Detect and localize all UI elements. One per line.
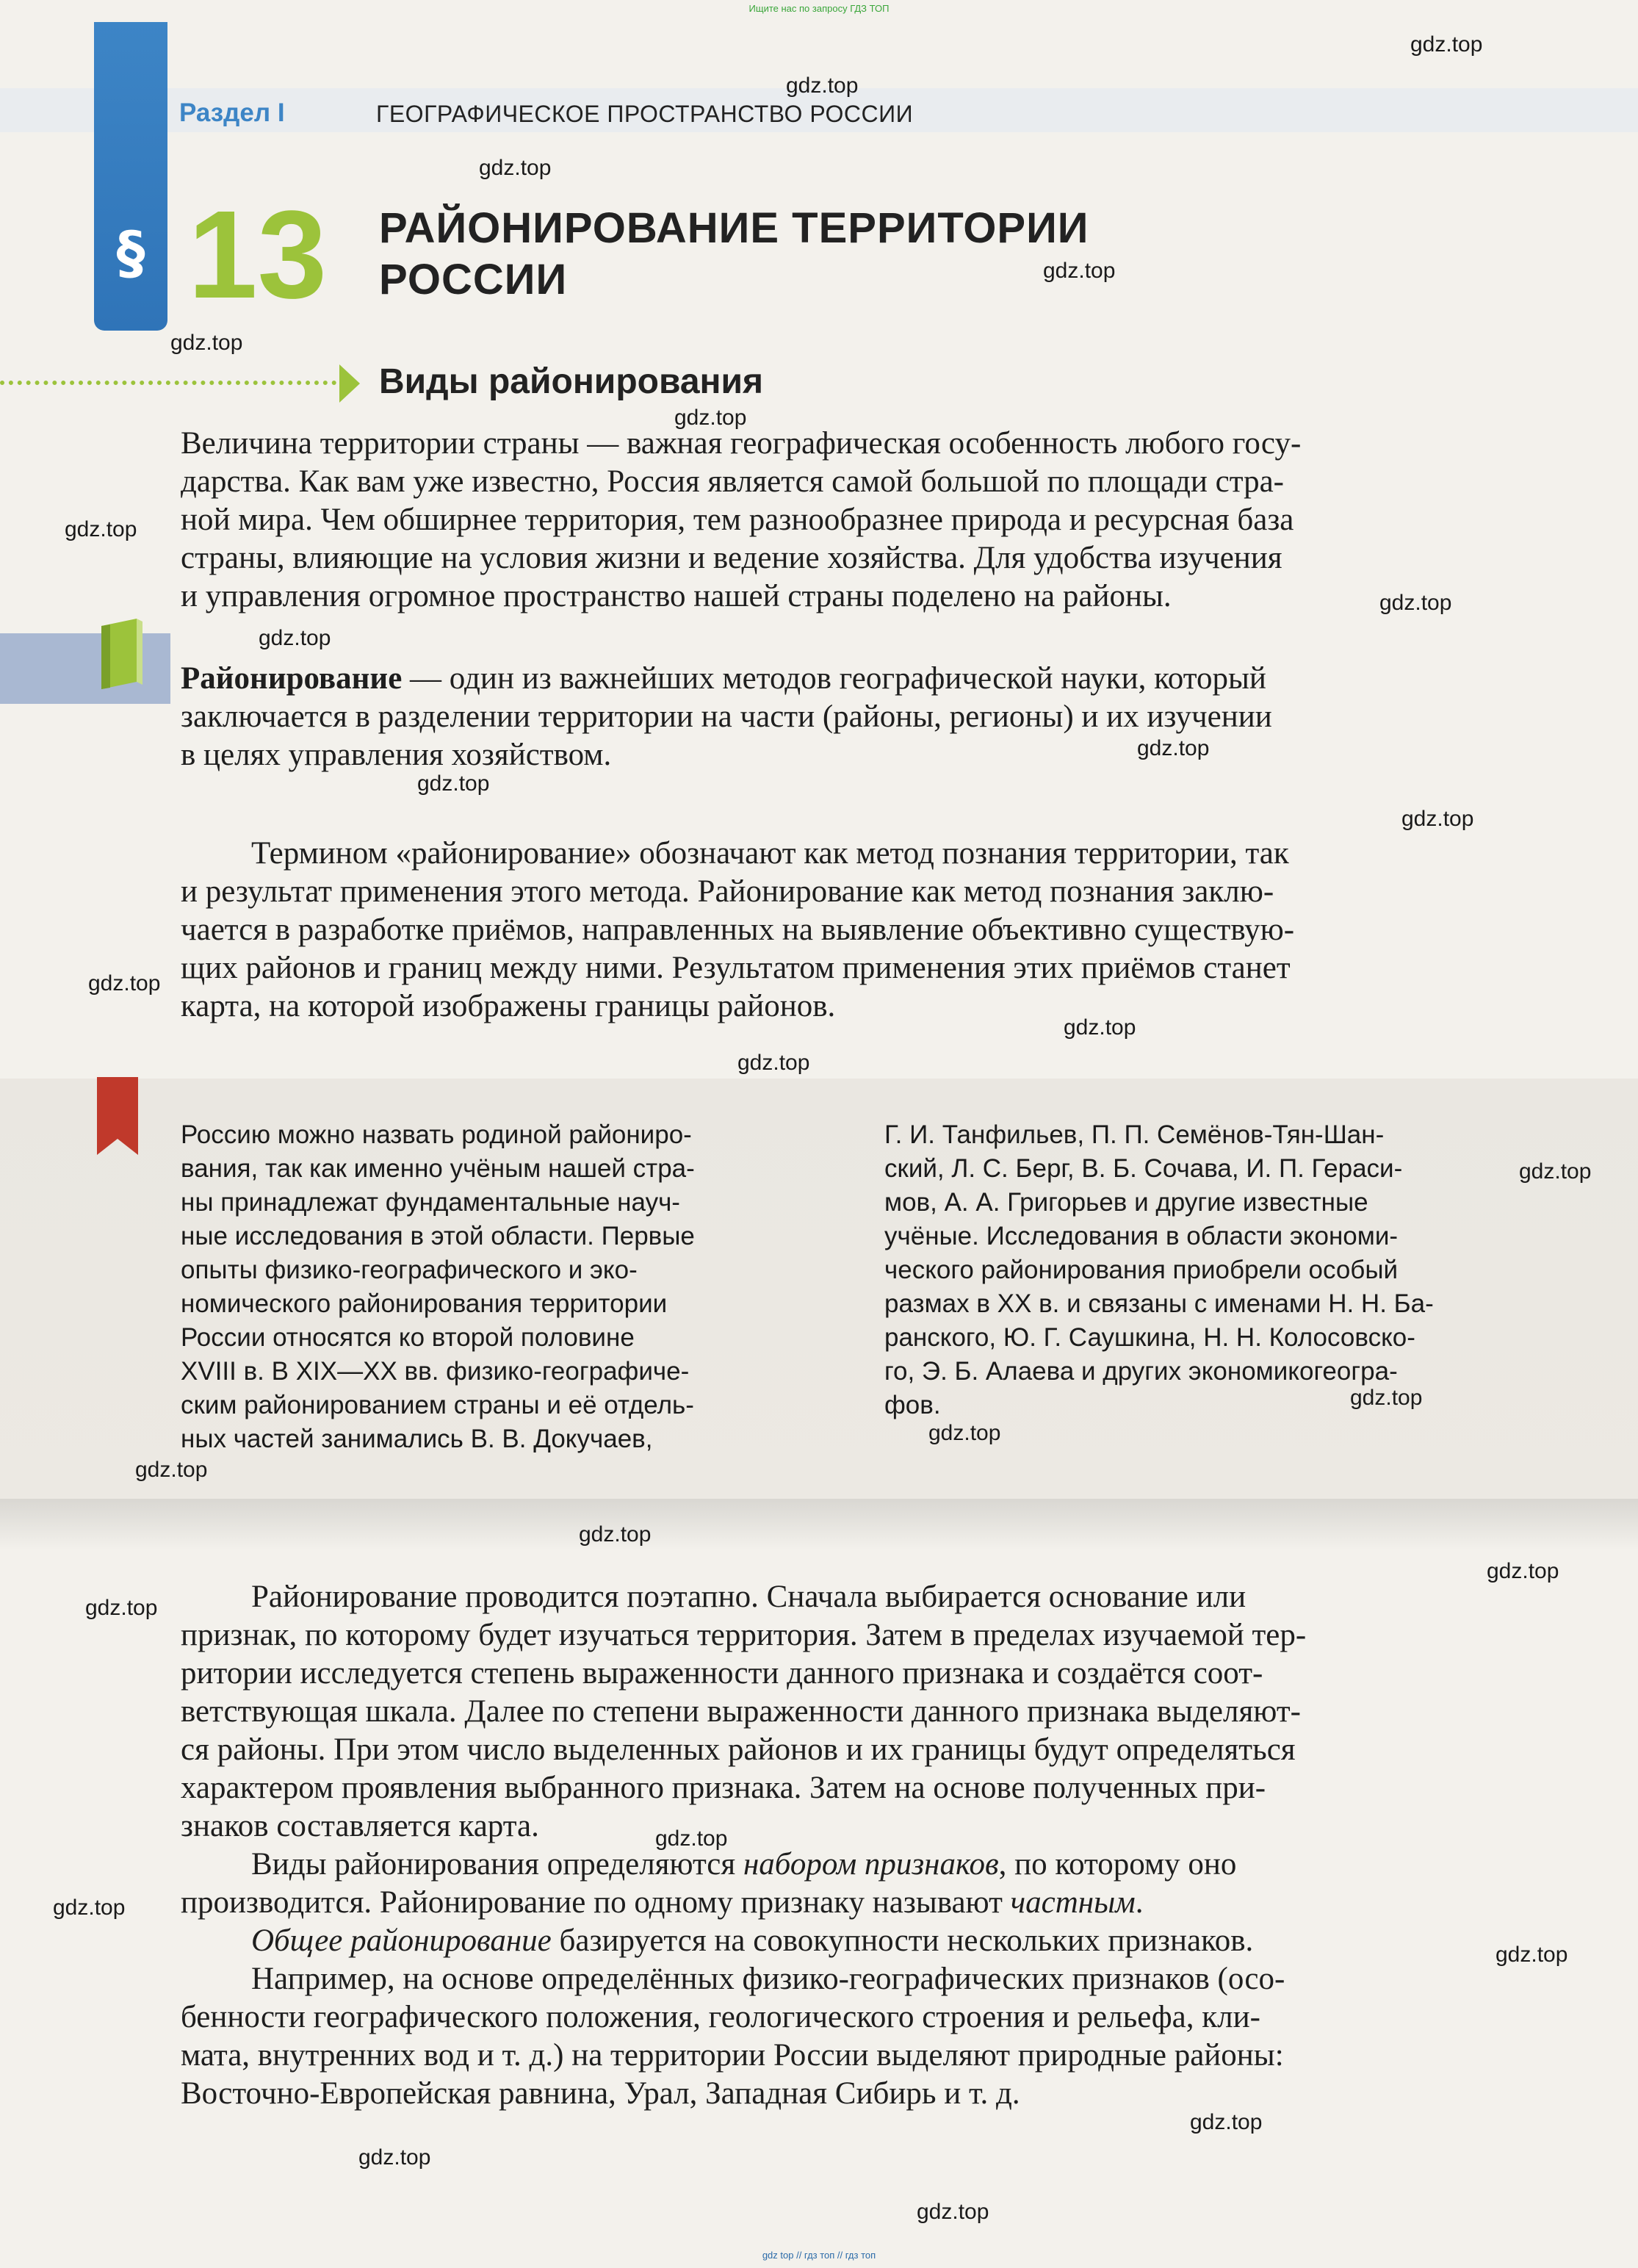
text-line: ритории исследуется степень выраженности данного признака и создаётся соот- <box>181 1656 1263 1691</box>
info-box-shadow <box>0 1499 1638 1550</box>
text-line: характером проявления выбранного признака. Затем на основе полученных при- <box>181 1771 1266 1805</box>
arrow-icon <box>339 364 360 403</box>
watermark: gdz.top <box>1137 736 1210 760</box>
watermark: gdz.top <box>53 1896 126 1920</box>
text-line: мов, А. А. Григорьев и другие известные <box>884 1188 1368 1217</box>
watermark: gdz.top <box>737 1051 810 1075</box>
top-link[interactable]: Ищите нас по запросу ГДЗ ТОП <box>748 3 890 14</box>
text-line: Восточно-Европейская равнина, Урал, Западная Сибирь и т. д. <box>181 2076 1020 2111</box>
text-line: в целях управления хозяйством. <box>181 738 612 772</box>
watermark: gdz.top <box>85 1596 158 1620</box>
text-line: знаков составляется карта. <box>181 1809 539 1843</box>
paragraph-title-line: РОССИИ <box>379 256 568 303</box>
subheading: Виды районирования <box>379 362 764 401</box>
text-line: XVIII в. В XIX—XX вв. физико-географиче- <box>181 1357 690 1386</box>
watermark: gdz.top <box>579 1522 652 1547</box>
paragraph-title <box>379 203 1334 306</box>
watermark: gdz.top <box>479 156 552 180</box>
example-paragraph <box>181 1960 1512 2113</box>
text-line: дарства. Как вам уже известно, Россия является самой большой по площади стра- <box>181 464 1284 499</box>
watermark: gdz.top <box>170 331 243 355</box>
text-line: ческого районирования приобрели особый <box>884 1256 1399 1284</box>
text-line: Районирование проводится поэтапно. Сначала выбирается основание или <box>251 1580 1246 1614</box>
intro-paragraph <box>181 425 1512 616</box>
book-icon <box>94 617 145 691</box>
text-line: Россию можно назвать родиной райониро- <box>181 1120 692 1149</box>
text-line: ранского, Ю. Г. Саушкина, Н. Н. Колосовско- <box>884 1323 1415 1352</box>
watermark: gdz.top <box>928 1421 1001 1445</box>
watermark: gdz.top <box>1410 32 1483 57</box>
text-line: вания, так как именно учёным нашей стра- <box>181 1154 695 1183</box>
text-line: ны принадлежат фундаментальные науч- <box>181 1188 680 1217</box>
types-paragraph <box>181 1846 1512 1960</box>
text-line: ных частей занимались В. В. Докучаев, <box>181 1425 653 1453</box>
text-line: Величина территории страны — важная географическая особенность любого госу- <box>181 426 1302 461</box>
watermark: gdz.top <box>1519 1159 1592 1184</box>
section-label: Раздел I <box>179 98 285 127</box>
bookmark-icon <box>97 1077 138 1155</box>
watermark: gdz.top <box>135 1458 208 1482</box>
stages-paragraph <box>181 1578 1512 1846</box>
text-line: ной мира. Чем обширнее территория, тем разнообразнее природа и ресурсная база <box>181 503 1294 537</box>
text-line: признак, по которому будет изучаться территория. Затем в пределах изучаемой тер- <box>181 1618 1307 1652</box>
text-line: Г. И. Танфильев, П. П. Семёнов-Тян-Шан- <box>884 1120 1385 1149</box>
text-line: номического районирования территории <box>181 1289 668 1318</box>
text-line: ветствующая шкала. Далее по степени выраженности данного признака выделяют- <box>181 1694 1301 1729</box>
watermark: gdz.top <box>65 517 137 541</box>
watermark: gdz.top <box>88 971 161 996</box>
watermark: gdz.top <box>1401 807 1474 831</box>
text-line: чается в разработке приёмов, направленных на выявление объективно существую- <box>181 912 1295 947</box>
text-line: щих районов и границ между ними. Результатом применения этих приёмов станет <box>181 951 1291 985</box>
watermark: gdz.top <box>917 2200 989 2224</box>
paragraph-title-line: РАЙОНИРОВАНИЕ ТЕРРИТОРИИ <box>379 204 1089 252</box>
watermark: gdz.top <box>417 771 490 796</box>
watermark: gdz.top <box>358 2145 431 2170</box>
text-line: ским районированием страны и её отдель- <box>181 1391 694 1419</box>
text-line: Термином «районирование» обозначают как метод познания территории, так <box>251 836 1289 871</box>
method-paragraph <box>181 835 1512 1026</box>
text-line: ский, Л. С. Берг, В. Б. Сочава, И. П. Гераси- <box>884 1154 1403 1183</box>
text-line: и управления огромное пространство нашей страны поделено на районы. <box>181 579 1172 613</box>
text-line: заключается в разделении территории на части (районы, регионы) и их изучении <box>181 699 1272 734</box>
watermark: gdz.top <box>1190 2110 1263 2134</box>
paragraph-number: 13 <box>188 185 328 325</box>
info-box-column-right <box>884 1118 1510 1422</box>
text-line: опыты физико-географического и эко- <box>181 1256 638 1284</box>
text-line: России относятся ко второй половине <box>181 1323 635 1352</box>
text-line: бенности географического положения, геологического строения и рельефа, кли- <box>181 2000 1260 2034</box>
text-line: и результат применения этого метода. Районирование как метод познания заклю- <box>181 874 1274 909</box>
watermark: gdz.top <box>655 1826 728 1851</box>
text-line: мата, внутренних вод и т. д.) на территории России выделяют природные районы: <box>181 2038 1284 2073</box>
text-line: Виды районирования определяются набором признаков, по которому оно <box>251 1847 1237 1882</box>
info-box-column-left <box>181 1118 807 1456</box>
text-line: ные исследования в этой области. Первые <box>181 1222 695 1250</box>
watermark: gdz.top <box>1043 259 1116 283</box>
watermark: gdz.top <box>1379 591 1452 615</box>
definition-paragraph <box>181 660 1512 774</box>
text-line <box>181 660 1512 698</box>
bottom-link[interactable]: gdz top // гдз топ // гдз топ <box>762 2250 876 2261</box>
watermark: gdz.top <box>786 73 859 98</box>
section-sign-icon: § <box>116 220 145 287</box>
text-line: го, Э. Б. Алаева и других экономикогеогра- <box>884 1357 1398 1386</box>
text-line: страны, влияющие на условия жизни и ведение хозяйства. Для удобства изучения <box>181 541 1282 575</box>
text-line: производится. Районирование по одному признаку называют частным. <box>181 1885 1144 1920</box>
watermark: gdz.top <box>1350 1386 1423 1410</box>
section-title: ГЕОГРАФИЧЕСКОЕ ПРОСТРАНСТВО РОССИИ <box>376 101 914 127</box>
text-line: фов. <box>884 1391 941 1419</box>
text-line: карта, на которой изображены границы районов. <box>181 989 836 1023</box>
watermark: gdz.top <box>1064 1015 1136 1040</box>
watermark: gdz.top <box>1496 1943 1568 1967</box>
text-line: Например, на основе определённых физико-географических признаков (осо- <box>251 1962 1285 1996</box>
text-line: ся районы. При этом число выделенных районов и их границы будут определяться <box>181 1732 1296 1767</box>
watermark: gdz.top <box>674 406 747 430</box>
watermark: gdz.top <box>259 626 331 650</box>
dotted-divider <box>0 381 345 385</box>
text-line: Общее районирование базируется на совокупности нескольких признаков. <box>251 1923 1254 1958</box>
watermark: gdz.top <box>1487 1559 1559 1583</box>
definition-term: Районирование <box>181 661 403 696</box>
text-line: учёные. Исследования в области экономи- <box>884 1222 1399 1250</box>
text-line: размах в XX в. и связаны с именами Н. Н. Ба- <box>884 1289 1434 1318</box>
definition-text: — один из важнейших методов географической науки, который <box>402 661 1266 696</box>
